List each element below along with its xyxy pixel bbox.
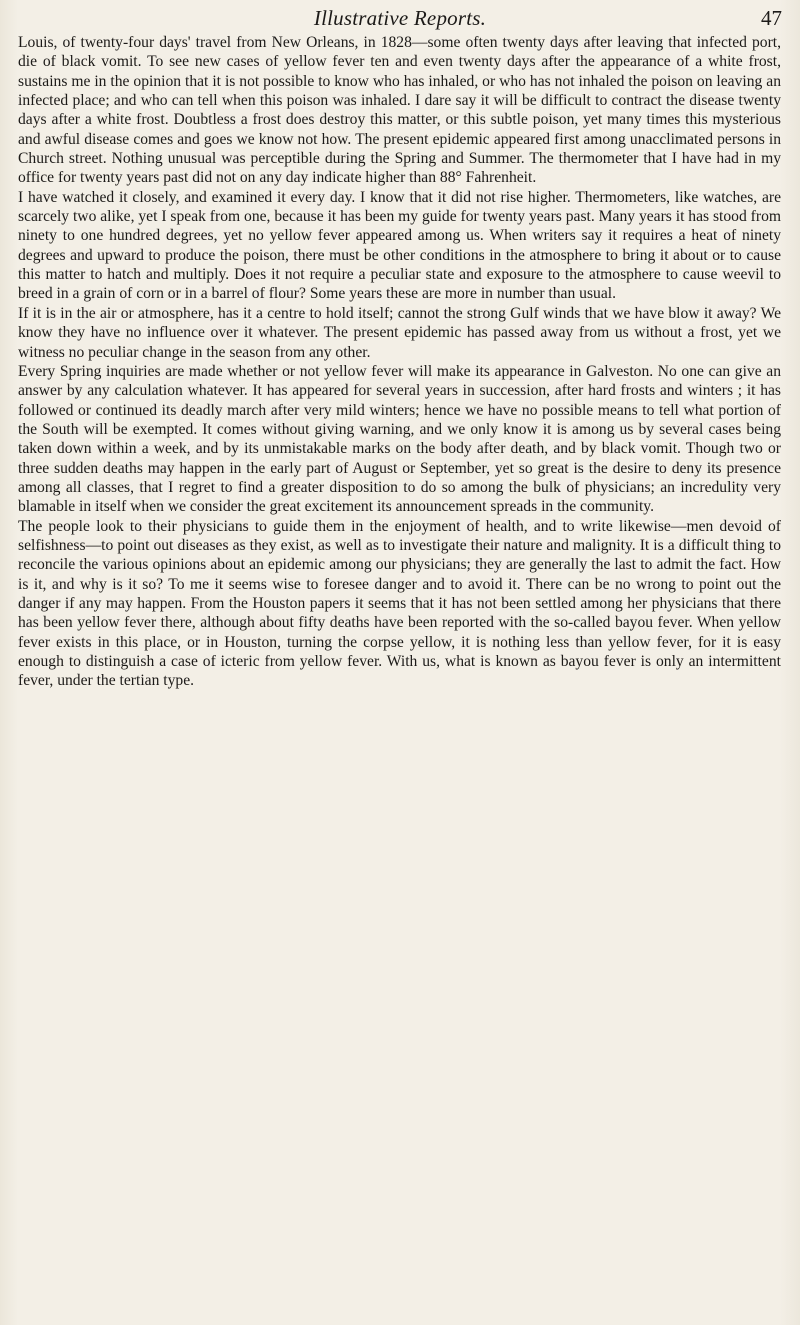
paragraph: I have watched it closely, and examined it every day. I know that it did not rise higher. Thermometers, like watches, are scarcely two alike, yet I speak from one, because it has been my guide for twenty years past. Many years it has stood from ninety to one hundred degrees, yet no yellow fever appeared among us. When writers say it requires a heat of ninety degrees and upward to produce the poison, there must be other conditions in the atmosphere to bring it about or to cause this matter to hatch and multiply. Does it not require a peculiar state and exposure to the atmosphere to cause weevil to breed in a grain of corn or in a barrel of flour? Some years these are more in number than usual. (18, 188, 781, 303)
page-header (0, 6, 800, 34)
running-title: Illustrative Reports. (313, 6, 487, 30)
paragraph: Louis, of twenty-four days' travel from New Orleans, in 1828—some often twenty days after leaving that infected port, die of black vomit. To see new cases of yellow fever ten and even twenty days after the appearance of a white frost, sustains me in the opinion that it is not possible to know who has inhaled, or who has not inhaled the poison on leaving an infected place; and who can tell when this poison was inhaled. I dare say it will be difficult to contract the disease twenty days after a white frost. Doubtless a frost does destroy this matter, or this subtle poison, yet many times this mysterious and awful disease comes and goes we know not how. The present epidemic appeared first among unacclimated persons in Church street. Nothing unusual was perceptible during the Spring and Summer. The thermometer that I have had in my office for twenty years past did not on any day indicate higher than 88° Fahrenheit. (18, 34, 781, 187)
paragraph: If it is in the air or atmosphere, has it a centre to hold itself; cannot the strong Gulf winds that we have blow it away? We know they have no influence over it whatever. The present epidemic has passed away from us without a frost, yet we witness no peculiar change in the season from any other. (18, 304, 781, 361)
body-text (18, 33, 781, 691)
paragraph: Every Spring inquiries are made whether or not yellow fever will make its appearance in Galveston. No one can give an answer by any calculation whatever. It has appeared for several years in succession, after hard frosts and winters ; it has followed or continued its deadly march after very mild winters; hence we have no possible means to tell what portion of the South will be exempted. It comes without giving warning, and we only know it is among us by several cases being taken down within a week, and by its unmistakable marks on the body after death, and by black vomit. Though two or three sudden deaths may happen in the early part of August or September, yet so great is the desire to deny its presence among all classes, that I regret to find a greater disposition to do so among the bulk of physicians; an incredulity very blamable in itself when we consider the great excitement its announcement spreads in the community. (18, 362, 781, 516)
page-number: 47 (761, 6, 782, 30)
paragraph: The people look to their physicians to guide them in the enjoyment of health, and to write likewise—men devoid of selfishness—to point out diseases as they exist, as well as to investigate their nature and malignity. It is a difficult thing to reconcile the various opinions about an epidemic among our physicians; they are generally the last to admit the fact. How is it, and why is it so? To me it seems wise to foresee danger and to avoid it. There can be no wrong to point out the danger if any may happen. From the Houston papers it seems that it has not been settled among her physicians that there has been yellow fever there, although about fifty deaths have been reported with the so-called bayou fever. When yellow fever exists in this place, or in Houston, turning the corpse yellow, it is nothing less than yellow fever, for it is easy enough to distinguish a case of icteric from yellow fever. With us, what is known as bayou fever is only an intermittent fever, under the tertian type. (18, 517, 781, 690)
